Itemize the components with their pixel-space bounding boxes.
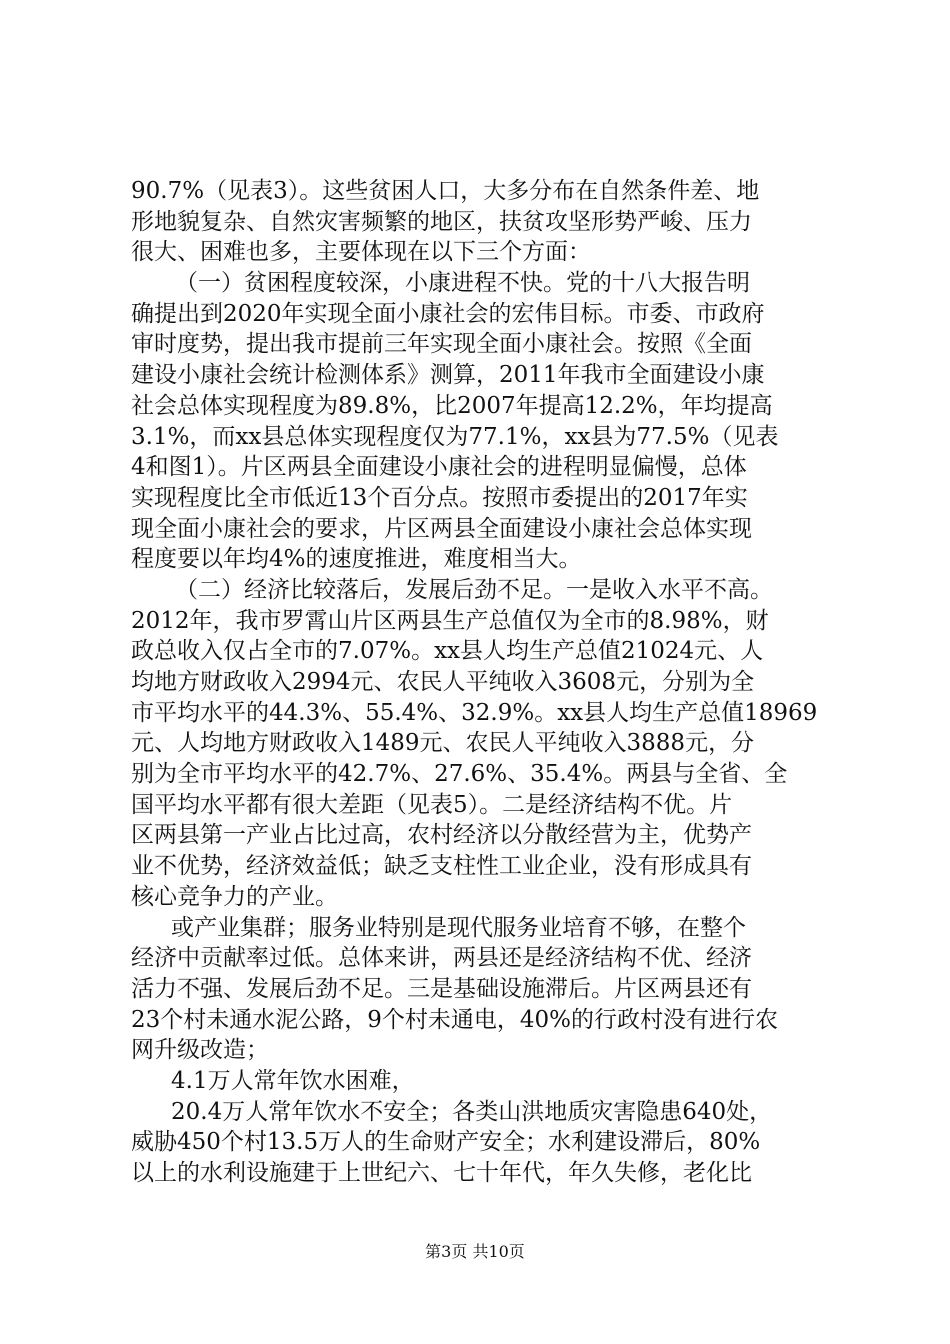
text-line: 活力不强、发展后劲不足。三是基础设施滞后。片区两县还有: [131, 975, 752, 1002]
text-line: 市平均水平的44.3%、55.4%、32.9%。xx县人均生产总值18969: [131, 699, 818, 726]
text-line: 90.7%（见表3）。这些贫困人口，大多分布在自然条件差、地: [131, 178, 760, 204]
text-line: 审时度势，提出我市提前三年实现全面小康社会。按照《全面: [131, 331, 752, 358]
text-line: 很大、困难也多，主要体现在以下三个方面：: [131, 239, 591, 266]
text-line: 元、人均地方财政收入1489元、农民人平纯收入3888元，分: [131, 730, 755, 757]
text-line: 威胁450个村13.5万人的生命财产安全；水利建设滞后，80%: [131, 1129, 761, 1156]
text-line: 建设小康社会统计检测体系》测算，2011年我市全面建设小康: [131, 362, 765, 389]
text-line: 均地方财政收入2994元、农民人平纯收入3608元，分别为全: [131, 669, 755, 695]
text-line: 业不优势，经济效益低；缺乏支柱性工业企业，没有形成具有: [131, 853, 752, 880]
document-body: [131, 176, 831, 1189]
text-line: 形地貌复杂、自然灾害频繁的地区，扶贫攻坚形势严峻、压力: [131, 208, 752, 235]
text-line: 现全面小康社会的要求，片区两县全面建设小康社会总体实现: [131, 515, 752, 542]
text-line: 程度要以年均4%的速度推进，难度相当大。: [131, 546, 582, 573]
text-line: 以上的水利设施建于上世纪六、七十年代，年久失修，老化比: [131, 1160, 752, 1186]
text-line: 国平均水平都有很大差距（见表5）。二是经济结构不优。片: [131, 791, 733, 818]
text-line: 别为全市平均水平的42.7%、27.6%、35.4%。两县与全省、全: [131, 761, 788, 788]
section-heading-line: （一）贫困程度较深，小康进程不快。党的十八大报告明: [175, 270, 750, 297]
text-line: 4和图1）。片区两县全面建设小康社会的进程明显偏慢，总体: [131, 454, 747, 481]
text-line: 核心竞争力的产业。: [131, 883, 338, 910]
paragraph-start-line: 20.4万人常年饮水不安全；各类山洪地质灾害隐患640处，: [171, 1098, 773, 1125]
paragraph-start-line: 或产业集群；服务业特别是现代服务业培育不够，在整个: [171, 914, 746, 941]
page-number-footer: 第3页 共10页: [425, 1242, 525, 1261]
text-line: 经济中贡献率过低。总体来讲，两县还是经济结构不优、经济: [131, 945, 752, 972]
text-line: 确提出到2020年实现全面小康社会的宏伟目标。市委、市政府: [131, 300, 765, 327]
section-heading-line: （二）经济比较落后，发展后劲不足。一是收入水平不高。: [175, 576, 773, 603]
text-line: 2012年，我市罗霄山片区两县生产总值仅为全市的8.98%，财: [131, 607, 769, 634]
paragraph-start-line: 4.1万人常年饮水困难，: [171, 1067, 415, 1094]
text-line: 区两县第一产业占比过高，农村经济以分散经营为主，优势产: [131, 822, 752, 849]
text-line: 网升级改造；: [131, 1037, 269, 1064]
text-line: 政总收入仅占全市的7.07%。xx县人均生产总值21024元、人: [131, 638, 764, 665]
text-line: 实现程度比全市低近13个百分点。按照市委提出的2017年实: [131, 484, 748, 511]
text-line: 23个村未通水泥公路，9个村未通电，40%的行政村没有进行农: [131, 1006, 779, 1033]
text-line: 社会总体实现程度为89.8%，比2007年提高12.2%，年均提高: [131, 392, 773, 419]
text-line: 3.1%，而xx县总体实现程度仅为77.1%，xx县为77.5%（见表: [131, 423, 779, 450]
